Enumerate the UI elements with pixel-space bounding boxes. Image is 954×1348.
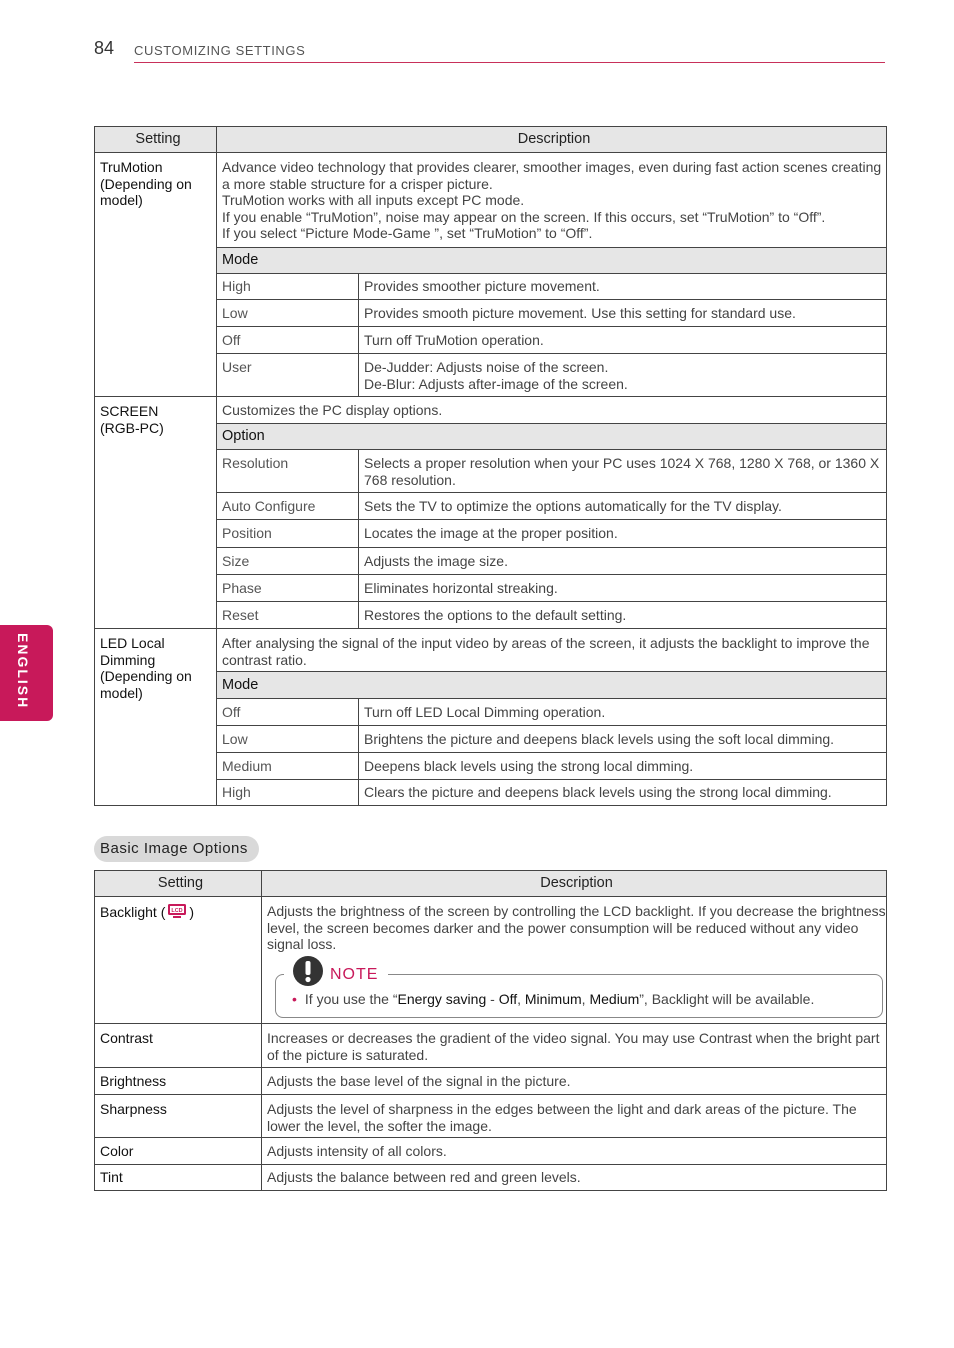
led-mode-value: Deepens black levels using the strong local dimming. <box>359 753 887 780</box>
screen-option-value: Adjusts the image size. <box>359 548 887 575</box>
led-mode-key: Low <box>217 726 359 753</box>
trumotion-mode-value: De-Judder: Adjusts noise of the screen. De-Blur: Adjusts after-image of the screen. <box>359 354 887 397</box>
note-label: NOTE <box>330 966 379 983</box>
setting-led-local-dimming: LED Local Dimming (Depending on model) <box>95 629 217 806</box>
backlight-label-prefix: Backlight ( <box>100 904 166 920</box>
setting-tint: Tint <box>95 1165 262 1191</box>
screen-option-value: Locates the image at the proper position. <box>359 520 887 548</box>
tint-description: Adjusts the balance between red and green levels. <box>262 1165 887 1191</box>
exclamation-icon <box>292 955 324 987</box>
setting-sharpness: Sharpness <box>95 1095 262 1138</box>
col-header-setting: Setting <box>95 127 217 153</box>
note-text: • If you use the “Energy saving - Off, Minimum, Medium”, Backlight will be available. <box>292 991 815 1007</box>
led-mode-value: Turn off LED Local Dimming operation. <box>359 699 887 726</box>
col-header-description: Description <box>262 871 887 897</box>
note-bold-energy-saving: Energy saving <box>397 991 487 1007</box>
language-tab-label: ENGLISH <box>15 633 31 710</box>
trumotion-mode-key: High <box>217 274 359 300</box>
screen-option-key: Size <box>217 548 359 575</box>
trumotion-mode-key: Low <box>217 300 359 327</box>
section-pill-basic-image-options <box>94 836 259 862</box>
brightness-description: Adjusts the base level of the signal in the picture. <box>262 1068 887 1095</box>
screen-option-value: Sets the TV to optimize the options automatically for the TV display. <box>359 493 887 520</box>
trumotion-mode-key: User <box>217 354 359 397</box>
led-mode-value: Brightens the picture and deepens black levels using the soft local dimming. <box>359 726 887 753</box>
backlight-label-suffix: ) <box>189 904 195 920</box>
screen-description: Customizes the PC display options. <box>217 397 887 424</box>
note-bold-off: Off <box>498 991 518 1007</box>
trumotion-mode-header: Mode <box>217 248 887 274</box>
screen-option-value: Restores the options to the default setting. <box>359 602 887 629</box>
screen-option-header: Option <box>217 424 887 450</box>
setting-trumotion: TruMotion (Depending on model) <box>95 153 217 397</box>
lcd-icon <box>167 903 187 919</box>
note-bold-medium: Medium <box>589 991 640 1007</box>
led-description: After analysing the signal of the input video by areas of the screen, it adjusts the backlight to improve the contrast ratio. <box>217 629 887 672</box>
col-header-description: Description <box>217 127 887 153</box>
led-mode-key: Off <box>217 699 359 726</box>
led-mode-key: High <box>217 780 359 806</box>
led-mode-key: Medium <box>217 753 359 780</box>
note-bold-minimum: Minimum <box>524 991 582 1007</box>
sharpness-description: Adjusts the level of sharpness in the edges between the light and dark areas of the picture. The lower the level, the softer the image. <box>262 1095 887 1138</box>
page-number: 84 <box>94 38 115 58</box>
trumotion-mode-value: Turn off TruMotion operation. <box>359 327 887 354</box>
setting-color: Color <box>95 1138 262 1165</box>
picture-settings-table <box>94 126 887 806</box>
led-mode-header: Mode <box>217 672 887 699</box>
col-header-setting: Setting <box>95 871 262 897</box>
section-pill-label: Basic Image Options <box>100 840 248 857</box>
setting-brightness: Brightness <box>95 1068 262 1095</box>
trumotion-mode-key: Off <box>217 327 359 354</box>
screen-option-key: Auto Configure <box>217 493 359 520</box>
setting-backlight <box>95 897 262 1024</box>
screen-option-value: Eliminates horizontal streaking. <box>359 575 887 602</box>
screen-option-key: Resolution <box>217 450 359 493</box>
bullet-icon: • <box>292 991 297 1007</box>
screen-option-key: Position <box>217 520 359 548</box>
contrast-description: Increases or decreases the gradient of the video signal. You may use Contrast when the bright part of the picture is saturated. <box>262 1024 887 1068</box>
led-mode-value: Clears the picture and deepens black levels using the strong local dimming. <box>359 780 887 806</box>
screen-option-key: Phase <box>217 575 359 602</box>
backlight-description: Adjusts the brightness of the screen by controlling the LCD backlight. If you decrease the brightness level, the screen becomes darker and the power consumption will be reduced without any video signal loss. <box>262 897 887 1024</box>
trumotion-description: Advance video technology that provides clearer, smoother images, even during fast action scenes creating a more stable structure for a crisper picture. TruMotion works with all inputs except PC mode. If you enable “TruMotion”, noise may appear on the screen. If this occurs, set “TruMotion” to “Off”. If you select “Picture Mode-Game ”, set “TruMotion” to “Off”. <box>217 153 887 248</box>
trumotion-mode-value: Provides smooth picture movement. Use this setting for standard use. <box>359 300 887 327</box>
setting-contrast: Contrast <box>95 1024 262 1068</box>
color-description: Adjusts intensity of all colors. <box>262 1138 887 1165</box>
trumotion-mode-value: Provides smoother picture movement. <box>359 274 887 300</box>
screen-option-key: Reset <box>217 602 359 629</box>
header-rule <box>134 62 885 63</box>
language-tab <box>0 625 53 721</box>
screen-option-value: Selects a proper resolution when your PC uses 1024 X 768, 1280 X 768, or 1360 X 768 resolution. <box>359 450 887 493</box>
basic-image-options-table <box>94 870 887 1191</box>
lcd-icon-text: LCD <box>171 908 184 914</box>
section-title: CUSTOMIZING SETTINGS <box>134 43 306 58</box>
setting-screen: SCREEN (RGB-PC) <box>95 397 217 629</box>
